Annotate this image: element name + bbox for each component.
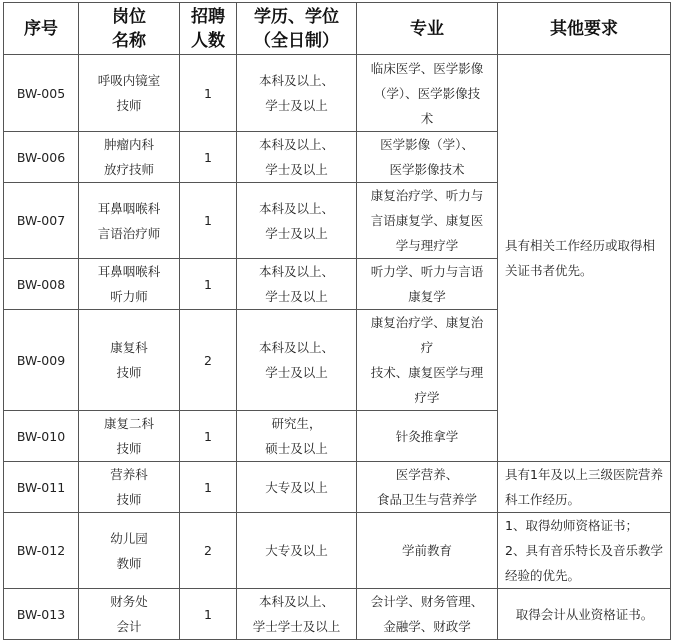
row-id: BW-007 bbox=[4, 183, 79, 259]
edu-line: 本科及以上、 bbox=[258, 264, 334, 279]
row-post bbox=[79, 310, 180, 411]
major-line: 临床医学、医学影像 bbox=[370, 60, 484, 76]
header-edu-line: 学历、学位 bbox=[254, 6, 339, 27]
row-post bbox=[79, 183, 180, 259]
table-row bbox=[4, 589, 671, 640]
header-post-line: 岗位 bbox=[112, 6, 146, 27]
row-count: 2 bbox=[180, 513, 237, 589]
post-line: 教师 bbox=[116, 555, 142, 571]
row-major bbox=[357, 55, 498, 132]
major-line: 医学营养、 bbox=[395, 467, 459, 482]
post-line: 康复二科 bbox=[103, 416, 154, 431]
row-edu bbox=[237, 55, 357, 132]
post-line: 营养科 bbox=[110, 467, 148, 482]
post-line: 技师 bbox=[116, 365, 142, 380]
row-major bbox=[357, 259, 498, 310]
post-line: 听力师 bbox=[110, 289, 148, 304]
major-line: 学与理疗学 bbox=[395, 238, 459, 253]
row-post bbox=[79, 259, 180, 310]
major-line: 术 bbox=[420, 110, 434, 126]
post-line: 会计 bbox=[116, 619, 142, 634]
row-id: BW-012 bbox=[4, 513, 79, 589]
header-major: 专业 bbox=[357, 3, 498, 55]
row-id: BW-005 bbox=[4, 55, 79, 132]
other-line: 具有1年及以上三级医院营养 bbox=[505, 467, 663, 482]
header-post bbox=[79, 3, 180, 55]
table-row bbox=[4, 55, 671, 132]
row-count: 1 bbox=[180, 132, 237, 183]
major-line: 会计学、财务管理、 bbox=[370, 594, 484, 609]
header-seq: 序号 bbox=[4, 3, 79, 55]
edu-line: 本科及以上、 bbox=[258, 340, 334, 355]
table-row bbox=[4, 462, 671, 513]
other-requirements-cell bbox=[498, 55, 671, 462]
row-major bbox=[357, 513, 498, 589]
major-line: 康复治疗学、听力与 bbox=[370, 188, 484, 203]
row-id: BW-011 bbox=[4, 462, 79, 513]
row-edu bbox=[237, 132, 357, 183]
header-count-line: 人数 bbox=[191, 30, 225, 51]
recruitment-table bbox=[3, 2, 671, 640]
major-line: 言语康复学、康复医 bbox=[370, 213, 484, 228]
row-edu bbox=[237, 310, 357, 411]
major-line: 学前教育 bbox=[401, 543, 452, 558]
row-id: BW-010 bbox=[4, 411, 79, 462]
edu-line: 本科及以上、 bbox=[258, 73, 334, 88]
row-edu bbox=[237, 513, 357, 589]
post-line: 肿瘤内科 bbox=[103, 137, 154, 152]
edu-line: 大专及以上 bbox=[265, 479, 328, 495]
row-major bbox=[357, 589, 498, 640]
post-line: 技师 bbox=[116, 441, 142, 456]
header-count bbox=[180, 3, 237, 55]
edu-line: 研究生， bbox=[271, 416, 322, 431]
major-line: 技术、康复医学与理 bbox=[370, 365, 484, 380]
row-edu bbox=[237, 411, 357, 462]
edu-line: 学士及以上 bbox=[265, 365, 328, 380]
post-line: 财务处 bbox=[110, 594, 148, 609]
row-edu bbox=[237, 259, 357, 310]
post-line: 技师 bbox=[116, 492, 142, 507]
other-line: 具有相关工作经历或取得相 bbox=[505, 238, 656, 253]
table-row bbox=[4, 513, 671, 589]
post-line: 放疗技师 bbox=[103, 162, 154, 177]
other-line: 2、具有音乐特长及音乐教学 bbox=[505, 543, 663, 558]
major-line: 医学影像（学）、 bbox=[380, 137, 474, 152]
header-edu-line: （全日制） bbox=[254, 30, 339, 51]
major-line: 疗 bbox=[420, 340, 434, 355]
edu-line: 本科及以上、 bbox=[258, 137, 334, 152]
major-line: 康复学 bbox=[408, 289, 446, 304]
header-post-line: 名称 bbox=[112, 30, 146, 51]
post-line: 技师 bbox=[116, 98, 142, 113]
row-post bbox=[79, 513, 180, 589]
row-count: 1 bbox=[180, 183, 237, 259]
other-requirements-cell bbox=[498, 589, 671, 640]
edu-line: 学士及以上 bbox=[265, 289, 328, 304]
post-line: 耳鼻咽喉科 bbox=[97, 200, 161, 216]
row-post bbox=[79, 589, 180, 640]
row-post bbox=[79, 55, 180, 132]
row-count: 1 bbox=[180, 55, 237, 132]
major-line: 针灸推拿学 bbox=[395, 428, 459, 444]
post-line: 康复科 bbox=[110, 340, 148, 355]
other-line: 取得会计从业资格证书。 bbox=[515, 606, 654, 622]
post-line: 言语治疗师 bbox=[97, 225, 161, 241]
major-line: 康复治疗学、康复治 bbox=[370, 315, 484, 330]
edu-line: 学士及以上 bbox=[265, 225, 328, 241]
other-requirements-cell bbox=[498, 462, 671, 513]
edu-line: 硕士及以上 bbox=[265, 441, 328, 456]
row-id: BW-008 bbox=[4, 259, 79, 310]
header-other: 其他要求 bbox=[498, 3, 671, 55]
edu-line: 学士及以上 bbox=[265, 98, 328, 113]
header-row bbox=[4, 3, 671, 55]
row-count: 1 bbox=[180, 259, 237, 310]
header-edu bbox=[237, 3, 357, 55]
other-requirements-cell bbox=[498, 513, 671, 589]
row-major bbox=[357, 462, 498, 513]
row-id: BW-006 bbox=[4, 132, 79, 183]
other-line: 关证书者优先。 bbox=[505, 263, 593, 278]
header-count-line: 招聘 bbox=[191, 6, 225, 27]
major-line: 医学影像技术 bbox=[389, 162, 465, 177]
row-major bbox=[357, 132, 498, 183]
other-line: 科工作经历。 bbox=[505, 492, 581, 507]
post-line: 耳鼻咽喉科 bbox=[97, 264, 161, 279]
other-line: 经验的优先。 bbox=[505, 568, 581, 583]
edu-line: 本科及以上、 bbox=[258, 200, 334, 216]
row-post bbox=[79, 411, 180, 462]
major-line: 疗学 bbox=[414, 390, 440, 405]
major-line: （学）、医学影像技 bbox=[373, 85, 481, 101]
row-count: 1 bbox=[180, 411, 237, 462]
row-post bbox=[79, 132, 180, 183]
other-line: 1、取得幼师资格证书； bbox=[505, 518, 638, 533]
row-id: BW-009 bbox=[4, 310, 79, 411]
row-count: 2 bbox=[180, 310, 237, 411]
row-count: 1 bbox=[180, 462, 237, 513]
major-line: 听力学、听力与言语 bbox=[370, 264, 484, 279]
major-line: 食品卫生与营养学 bbox=[376, 492, 477, 507]
edu-line: 大专及以上 bbox=[265, 543, 328, 558]
edu-line: 本科及以上、 bbox=[258, 594, 334, 609]
row-major bbox=[357, 183, 498, 259]
post-line: 幼儿园 bbox=[110, 530, 148, 546]
row-edu bbox=[237, 183, 357, 259]
row-edu bbox=[237, 589, 357, 640]
row-post bbox=[79, 462, 180, 513]
row-count: 1 bbox=[180, 589, 237, 640]
post-line: 呼吸内镜室 bbox=[97, 73, 161, 88]
row-major bbox=[357, 310, 498, 411]
row-edu bbox=[237, 462, 357, 513]
row-id: BW-013 bbox=[4, 589, 79, 640]
major-line: 金融学、财政学 bbox=[383, 619, 471, 634]
row-major bbox=[357, 411, 498, 462]
edu-line: 学士学士及以上 bbox=[252, 619, 341, 634]
edu-line: 学士及以上 bbox=[265, 162, 328, 177]
